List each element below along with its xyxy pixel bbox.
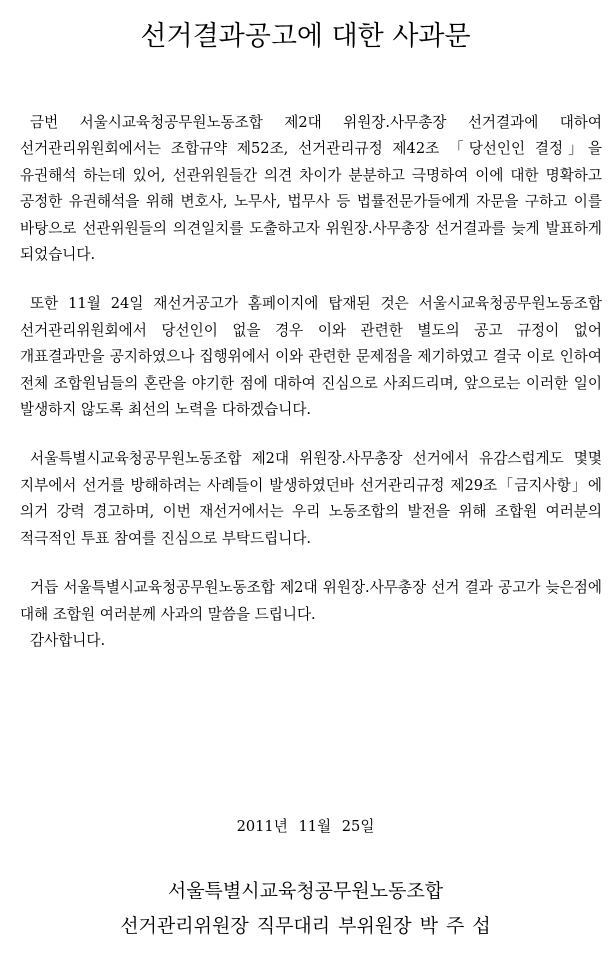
paragraph-election-interference-warning: 서울특별시교육청공무원노동조합 제2대 위원장.사무총장 선거에서 유감스럽게도 몇몇 지부에서 선거를 방해하려는 사례들이 발생하였던바 선거관리규정 제29조「금지사항」에 의거 강력 경고하며, 이번 재선거에서는 우리 노동조합의 발전을 위해 조합원 여러분의 적극적인 투표 참여를 진심으로 부탁드립니다. (20, 450, 602, 547)
document-title: 선거결과공고에 대한 사과문 (140, 21, 471, 52)
signer-line: 선거관리위원장 직무대리 부위원장 박 주 섭 (120, 915, 491, 937)
closing-thanks: 감사합니다. (30, 631, 106, 649)
organization-name: 서울특별시교육청공무원노동조합 (167, 880, 444, 902)
paragraph-election-result-delay: 금번 서울시교육청공무원노동조합 제2대 위원장.사무총장 선거결과에 대하여 선거관리위원회에서는 조합규약 제52조, 선거관리규정 제42조 「당선인인 결정」을 유권해석 하는데 있어, 선관위원들간 의견 차이가 분분하고 극명하여 이에 대한 명확하고 공정한 유권해석을 위해 변호사, 노무사, 법무사 등 법률전문가들에게 자문을 구하고 이를 바탕으로 선관위원들의 의견일치를 도출하고자 위원장.사무총장 선거결과를 늦게 발표하게 되었습니다. (20, 114, 602, 264)
document-date: 2011년 11월 25일 (236, 818, 375, 835)
paragraph-reelection-notice-apology: 또한 11월 24일 재선거공고가 홈페이지에 탑재된 것은 서울시교육청공무원노동조합 선거관리위원회에서 당선인이 없을 경우 이와 관련한 별도의 공고 규정이 없어 개표결과만을 공지하였으나 집행위에서 이와 관련한 문제점을 제기하였고 결국 이로 인하여 전체 조합원님들의 혼란을 야기한 점에 대하여 진심으로 사죄드리며, 앞으로는 이러한 일이 발생하지 않도록 최선의 노력을 다하겠습니다. (20, 295, 602, 419)
final-apology-text: 거듭 서울특별시교육청공무원노동조합 제2대 위원장.사무총장 선거 결과 공고가 늦은점에 대해 조합원 여러분께 사과의 말씀을 드립니다. (20, 579, 602, 623)
paragraph-final-apology (20, 575, 602, 654)
document-body (20, 110, 602, 654)
